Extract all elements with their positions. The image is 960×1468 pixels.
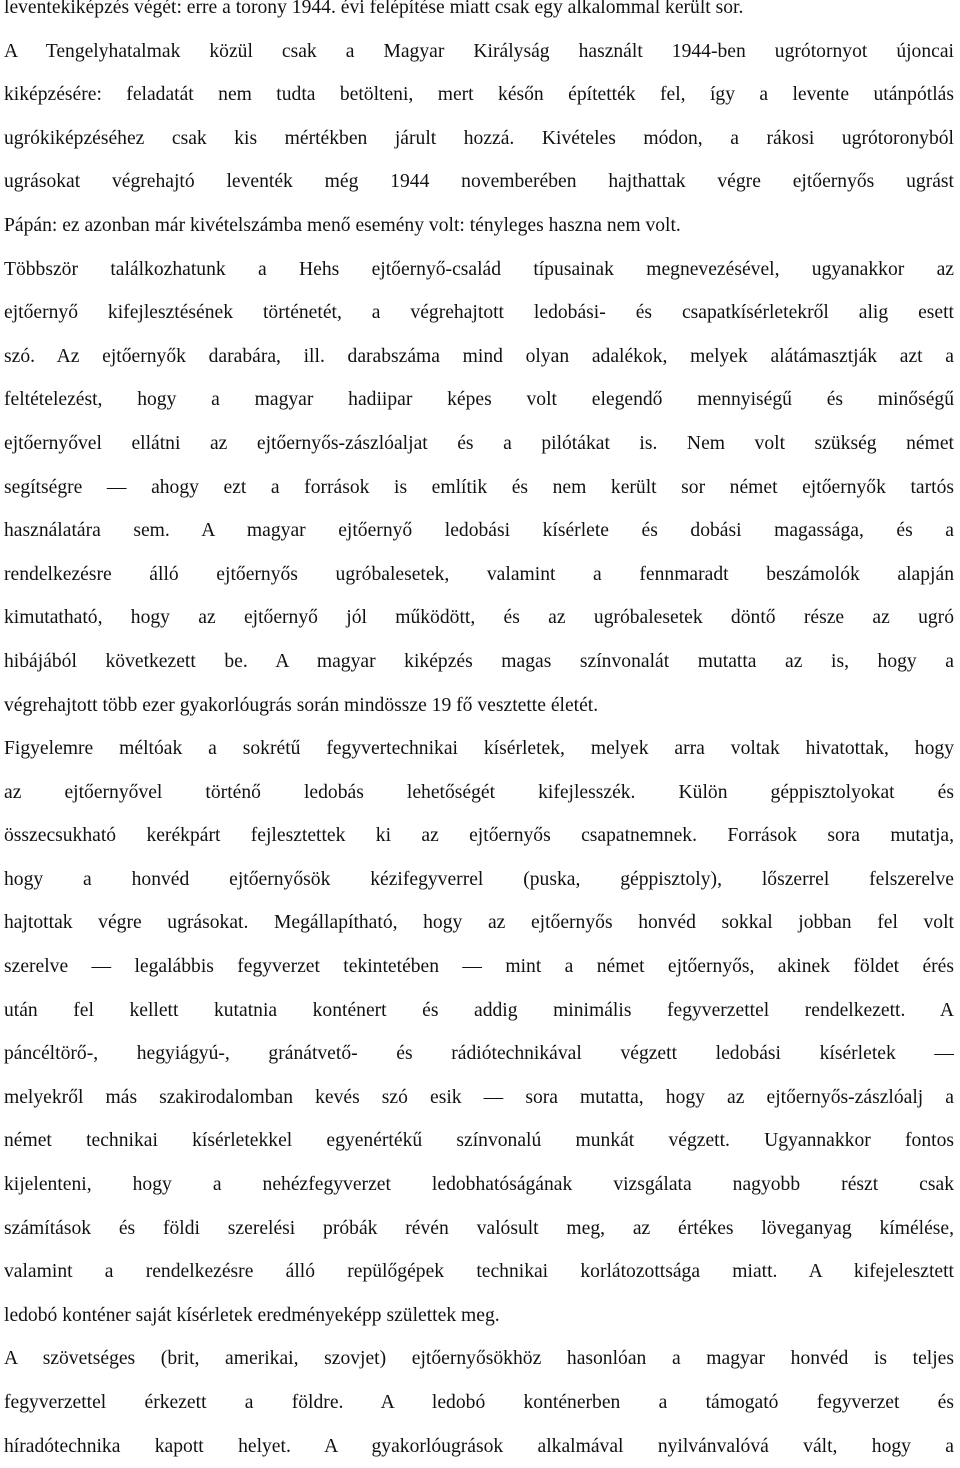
text-line: hogy a honvéd ejtőernyősök kézifegyverrel (puska, géppisztoly), lőszerrel felszerelve bbox=[4, 868, 954, 890]
text-line: Figyelemre méltóak a sokrétű fegyvertechnikai kísérletek, melyek arra voltak hivatottak, hogy bbox=[4, 738, 954, 760]
text-line: ugrókiképzéséhez csak kis mértékben járult hozzá. Kivételes módon, a rákosi ugrótoronyból bbox=[4, 127, 954, 149]
text-line: számítások és földi szerelési próbák révén valósult meg, az értékes löveganyag kímélése, bbox=[4, 1217, 954, 1239]
text-line: fegyverzettel érkezett a földre. A ledobó konténerben a támogató fegyverzet és bbox=[4, 1392, 954, 1413]
text-line: valamint a rendelkezésre álló repülőgépek technikai korlátozottsága miatt. A kifejelesztett bbox=[4, 1261, 954, 1283]
text-line: hibájából következett be. A magyar kiképzés magas színvonalát mutatta az is, hogy a bbox=[4, 650, 954, 672]
text-line: végrehajtott több ezer gyakorlóugrás során mindössze 19 fő vesztette életét. bbox=[4, 694, 599, 716]
text-line: ledobó konténer saját kísérletek eredményeképp születtek meg. bbox=[4, 1304, 500, 1326]
text-line: ejtőernyő kifejlesztésének történetét, a végrehajtott ledobási- és csapatkísérletekről alig esett bbox=[4, 302, 954, 324]
text-line: ejtőernyővel ellátni az ejtőernyős-zászlóaljat és a pilótákat is. Nem volt szükség német bbox=[4, 432, 954, 454]
text-line: kiképzésére: feladatát nem tudta betölteni, mert későn építették fel, így a levente utánpótlás bbox=[4, 84, 954, 106]
text-line: rendelkezésre álló ejtőernyős ugróbalesetek, valamint a fennmaradt beszámolók alapján bbox=[4, 563, 954, 585]
text-line: használatára sem. A magyar ejtőernyő ledobási kísérlete és dobási magassága, és a bbox=[4, 520, 954, 542]
text-line: A Tengelyhatalmak közül csak a Magyar Királyság használt 1944-ben ugrótornyot újoncai bbox=[4, 40, 954, 62]
text-line: páncéltörő-, hegyiágyú-, gránátvető- és rádiótechnikával végzett ledobási kísérletek — bbox=[4, 1043, 954, 1065]
text-line: után fel kellett kutatnia konténert és addig minimális fegyverzettel rendelkezett. A bbox=[4, 999, 954, 1021]
text-line: Többször találkozhatunk a Hehs ejtőernyő-család típusainak megnevezésével, ugyanakkor az bbox=[4, 258, 954, 280]
text-line: összecsukható kerékpárt fejlesztettek ki az ejtőernyős csapatnemnek. Források sora mutatja, bbox=[4, 825, 954, 847]
document-page bbox=[4, 0, 954, 1468]
text-line: ugrásokat végrehajtó leventék még 1944 novemberében hajthattak végre ejtőernyős ugrást bbox=[4, 171, 954, 193]
text-line: A szövetséges (brit, amerikai, szovjet) ejtőernyősökhöz hasonlóan a magyar honvéd is teljes bbox=[4, 1348, 954, 1370]
text-line: feltételezést, hogy a magyar hadiipar képes volt elegendő mennyiségű és minőségű bbox=[4, 389, 954, 411]
text-line: kimutatható, hogy az ejtőernyő jól működött, és az ugróbalesetek döntő része az ugró bbox=[4, 607, 954, 629]
text-line: Pápán: ez azonban már kivételszámba menő esemény volt: tényleges haszna nem volt. bbox=[4, 214, 681, 236]
text-line: kijelenteni, hogy a nehézfegyverzet ledobhatóságának vizsgálata nagyobb részt csak bbox=[4, 1174, 954, 1196]
text-line: szó. Az ejtőernyők darabára, ill. darabszáma mind olyan adalékok, melyek alátámasztják azt a bbox=[4, 345, 954, 367]
text-line: hajtottak végre ugrásokat. Megállapítható, hogy az ejtőernyős honvéd sokkal jobban fel volt bbox=[4, 912, 954, 934]
text-line: az ejtőernyővel történő ledobás lehetőségét kifejlesszék. Külön géppisztolyokat és bbox=[4, 781, 954, 803]
text-line: segítségre — ahogy ezt a források is említik és nem került sor német ejtőernyők tartós bbox=[4, 476, 954, 498]
text-line: német technikai kísérletekkel egyenértékű színvonalú munkát végzett. Ugyannakkor fontos bbox=[4, 1130, 954, 1152]
text-line: leventekiképzés végét: erre a torony 1944. évi felépítése miatt csak egy alkalommal került sor. bbox=[4, 0, 744, 18]
text-line: melyekről más szakirodalomban kevés szó esik — sora mutatta, hogy az ejtőernyős-zászlóalj a bbox=[4, 1086, 954, 1108]
text-line: szerelve — legalábbis fegyverzet tekintetében — mint a német ejtőernyős, akinek földet érés bbox=[4, 956, 954, 978]
text-line: híradótechnika kapott helyet. A gyakorlóugrások alkalmával nyilvánvalóvá vált, hogy a bbox=[4, 1435, 954, 1457]
